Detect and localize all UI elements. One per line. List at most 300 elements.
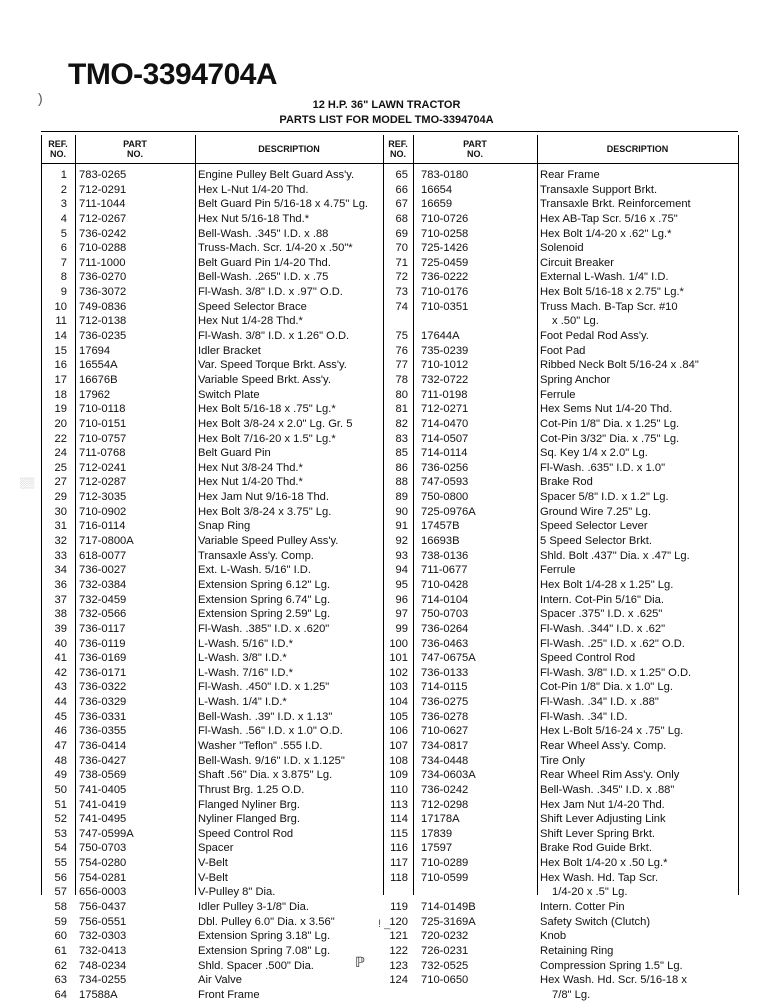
cell-desc: Ext. L-Wash. 5/16" I.D. <box>198 564 311 577</box>
cell-ref: 99 <box>395 622 408 635</box>
cell-ref: 65 <box>395 169 408 181</box>
cell-part: 736-0169 <box>79 652 127 665</box>
table-row <box>41 358 383 373</box>
cell-ref: 11 <box>55 315 67 328</box>
table-row <box>383 212 738 227</box>
cell-desc: Hex Bolt 1/4-20 x .62" Lg.* <box>540 227 672 240</box>
table-row <box>383 227 738 242</box>
cell-desc: Hex Jam Nut 9/16-18 Thd. <box>198 491 329 504</box>
cell-part: 712-0138 <box>79 315 127 328</box>
cell-ref: 31 <box>54 520 67 533</box>
cell-desc: Hex Wash. Hd. Tap Scr. <box>540 871 659 884</box>
cell-ref: 27 <box>54 476 67 489</box>
cell-desc: 7/8" Lg. <box>552 988 591 1001</box>
table-row <box>41 475 383 490</box>
cell-ref: 90 <box>395 505 408 518</box>
cell-part: 710-0351 <box>421 300 469 313</box>
cell-ref: 92 <box>395 535 408 548</box>
cell-ref: 4 <box>60 212 67 225</box>
table-row <box>383 388 738 403</box>
cell-desc: Nyliner Flanged Brg. <box>198 813 300 826</box>
cell-part: 736-0119 <box>79 637 126 650</box>
cell-ref: 47 <box>54 739 67 752</box>
cell-part: 717-0800A <box>79 535 134 548</box>
cell-ref: 1 <box>60 169 67 181</box>
cell-desc: Knob <box>540 930 567 943</box>
table-row <box>383 270 738 285</box>
table-row <box>41 680 383 695</box>
cell-ref: 2 <box>60 183 67 196</box>
cell-part: 712-0287 <box>79 476 127 489</box>
cell-ref: 114 <box>390 813 408 826</box>
cell-ref: 105 <box>389 710 408 723</box>
cell-part: 736-0264 <box>421 622 469 635</box>
cell-ref: 56 <box>54 871 67 884</box>
cell-ref: 30 <box>54 505 67 518</box>
cell-ref: 86 <box>395 461 408 474</box>
table-row <box>383 841 738 856</box>
cell-desc: Brake Rod <box>540 476 593 489</box>
cell-part: 720-0232 <box>421 930 469 943</box>
cell-part: 712-0267 <box>79 212 127 225</box>
cell-desc: L-Wash. 3/8" I.D.* <box>198 652 287 665</box>
cell-part: 736-0275 <box>421 696 469 709</box>
cell-desc: Ferrule <box>540 564 576 577</box>
cell-desc: Foot Pedal Rod Ass'y. <box>540 330 649 343</box>
table-row <box>383 988 738 1003</box>
table-row <box>383 637 738 652</box>
parts-table-right <box>383 168 738 1003</box>
table-row <box>383 885 738 900</box>
table-row <box>41 841 383 856</box>
cell-desc: Brake Rod Guide Brkt. <box>540 842 652 855</box>
cell-ref: 97 <box>395 608 408 621</box>
cell-part: 749-0836 <box>79 300 127 313</box>
header-ref-left: REF. NO. <box>48 139 68 159</box>
table-row <box>383 241 738 256</box>
cell-ref: 95 <box>395 578 408 591</box>
cell-desc: Extension Spring 6.12" Lg. <box>198 578 331 591</box>
cell-part: 738-0136 <box>421 549 469 562</box>
cell-desc: Extension Spring 3.18" Lg. <box>198 930 331 943</box>
cell-part: 734-0817 <box>421 739 469 752</box>
cell-desc: Speed Control Rod <box>198 827 294 840</box>
cell-desc: Washer "Teflon" .555 I.D. <box>198 739 323 752</box>
cell-desc: Rear Wheel Rim Ass'y. Only <box>540 769 680 782</box>
cell-part: 710-0151 <box>79 417 127 430</box>
table-row <box>41 183 383 198</box>
cell-desc: Intern. Cot-Pin 5/16" Dia. <box>540 593 664 606</box>
cell-ref: 54 <box>54 842 67 855</box>
cell-part: 17178A <box>421 813 460 826</box>
cell-desc: L-Wash. 5/16" I.D.* <box>198 637 293 650</box>
cell-part: 16676B <box>79 373 118 386</box>
table-row <box>383 417 738 432</box>
cell-part: 750-0703 <box>421 608 469 621</box>
cell-desc: Truss-Mach. Scr. 1/4-20 x .50"* <box>198 242 353 255</box>
cell-desc: Shaft .56" Dia. x 3.875" Lg. <box>198 769 333 782</box>
cell-part: 738-0569 <box>79 769 127 782</box>
cell-ref: 16 <box>54 359 67 372</box>
cell-desc: Cot-Pin 1/8" Dia. x 1.25" Lg. <box>540 417 680 430</box>
cell-part: 712-0271 <box>421 403 469 416</box>
table-row <box>383 915 738 930</box>
cell-part: 17644A <box>421 330 460 343</box>
cell-part: 712-0298 <box>421 798 469 811</box>
cell-ref: 107 <box>389 739 408 752</box>
cell-ref: 32 <box>54 535 67 548</box>
cell-part: 732-0566 <box>79 608 127 621</box>
table-row <box>383 475 738 490</box>
header-rule <box>41 163 738 164</box>
cell-part: 16654 <box>421 183 453 196</box>
cell-ref: 44 <box>54 696 67 709</box>
cell-ref: 124 <box>389 974 408 987</box>
cell-desc: Snap Ring <box>198 520 251 533</box>
table-row <box>41 344 383 359</box>
cell-ref: 53 <box>54 827 67 840</box>
cell-part: 741-0405 <box>79 783 127 796</box>
cell-part: 732-0525 <box>421 959 469 972</box>
cell-desc: Fl-Wash. .56" I.D. x 1.0" O.D. <box>198 725 343 738</box>
cell-part: 725-1426 <box>421 242 469 255</box>
cell-ref: 120 <box>389 915 408 928</box>
cell-desc: Air Valve <box>198 974 242 987</box>
cell-ref: 73 <box>395 286 408 299</box>
cell-ref: 18 <box>54 388 67 401</box>
table-row <box>41 651 383 666</box>
cell-desc: Engine Pulley Belt Guard Ass'y. <box>198 169 355 181</box>
cell-desc: x .50" Lg. <box>552 315 599 328</box>
table-row <box>41 446 383 461</box>
cell-part: 736-0414 <box>79 739 127 752</box>
cell-desc: Fl-Wash. .25" I.D. x .62" O.D. <box>540 637 685 650</box>
table-row <box>383 432 738 447</box>
cell-desc: Thrust Brg. 1.25 O.D. <box>198 783 305 796</box>
cell-ref: 39 <box>54 622 67 635</box>
cell-part: 17962 <box>79 388 111 401</box>
cell-ref: 42 <box>54 666 67 679</box>
cell-ref: 45 <box>54 710 67 723</box>
cell-part: 736-0427 <box>79 754 127 767</box>
cell-desc: Switch Plate <box>198 388 260 401</box>
cell-desc: Fl-Wash. .635" I.D. x 1.0" <box>540 461 666 474</box>
table-row <box>41 505 383 520</box>
cell-part: 736-0278 <box>421 710 469 723</box>
cell-desc: Intern. Cotter Pin <box>540 901 625 914</box>
cell-desc: Transaxle Ass'y. Comp. <box>198 549 314 562</box>
cell-desc: Hex Nut 1/4-28 Thd.* <box>198 315 303 328</box>
cell-ref: 14 <box>54 330 67 343</box>
page-mark-icon: ℙ <box>355 954 365 970</box>
table-row <box>41 227 383 242</box>
cell-desc: Shld. Bolt .437" Dia. x .47" Lg. <box>540 549 690 562</box>
grid-line <box>738 135 739 895</box>
table-row <box>383 812 738 827</box>
table-row <box>41 256 383 271</box>
table-row <box>41 549 383 564</box>
cell-ref: 36 <box>54 578 67 591</box>
cell-part: 712-0291 <box>79 183 127 196</box>
cell-part: 747-0599A <box>79 827 134 840</box>
cell-part: 710-0627 <box>421 725 469 738</box>
cell-ref: 100 <box>389 637 408 650</box>
cell-desc: Hex Bolt 3/8-24 x 2.0" Lg. Gr. 5 <box>198 417 353 430</box>
table-row <box>383 534 738 549</box>
cell-ref: 110 <box>390 783 408 796</box>
table-row <box>383 944 738 959</box>
scan-mark: ! _ <box>378 918 391 930</box>
cell-part: 16693B <box>421 535 460 548</box>
header-ref-right: REF. NO. <box>388 139 408 159</box>
title-line-2: PARTS LIST FOR MODEL TMO-3394704A <box>279 114 494 126</box>
cell-ref: 10 <box>54 300 67 313</box>
cell-desc: Hex Bolt 7/16-20 x 1.5" Lg.* <box>198 432 336 445</box>
cell-ref: 61 <box>54 944 67 957</box>
table-row <box>41 915 383 930</box>
cell-desc: Foot Pad <box>540 344 586 357</box>
cell-ref: 50 <box>54 783 67 796</box>
cell-part: 747-0593 <box>421 476 469 489</box>
cell-ref: 64 <box>54 988 67 1001</box>
cell-desc: L-Wash. 7/16" I.D.* <box>198 666 293 679</box>
cell-ref: 117 <box>390 857 408 870</box>
cell-part: 16659 <box>421 198 453 211</box>
table-row <box>383 505 738 520</box>
cell-part: 714-0507 <box>421 432 469 445</box>
table-row <box>383 695 738 710</box>
cell-ref: 5 <box>60 227 67 240</box>
table-row <box>41 959 383 974</box>
table-row <box>383 285 738 300</box>
cell-ref: 46 <box>54 725 67 738</box>
cell-part: 750-0800 <box>421 491 469 504</box>
table-row <box>383 724 738 739</box>
cell-desc: Fl-Wash. .450" I.D. x 1.25" <box>198 681 330 694</box>
cell-part: 736-0171 <box>79 666 127 679</box>
table-row <box>383 900 738 915</box>
cell-part: 710-0118 <box>79 403 126 416</box>
cell-part: 712-0241 <box>79 461 127 474</box>
cell-ref: 40 <box>54 637 67 650</box>
cell-desc: Shift Lever Spring Brkt. <box>540 827 656 840</box>
cell-part: 714-0115 <box>421 681 468 694</box>
cell-desc: Hex Nut 3/8-24 Thd.* <box>198 461 303 474</box>
cell-part: 783-0265 <box>79 169 127 181</box>
table-row <box>41 461 383 476</box>
table-row <box>41 329 383 344</box>
cell-ref: 91 <box>395 520 408 533</box>
table-row <box>383 929 738 944</box>
cell-desc: Spring Anchor <box>540 373 611 386</box>
cell-part: 734-0603A <box>421 769 476 782</box>
cell-part: 732-0459 <box>79 593 127 606</box>
table-row <box>383 607 738 622</box>
cell-desc: Extension Spring 7.08" Lg. <box>198 944 331 957</box>
table-row <box>383 827 738 842</box>
cell-desc: Belt Guard Pin 1/4-20 Thd. <box>198 256 331 269</box>
table-row <box>41 241 383 256</box>
table-row <box>41 197 383 212</box>
table-row <box>383 680 738 695</box>
cell-desc: Hex Bolt 1/4-28 x 1.25" Lg. <box>540 578 674 591</box>
table-row <box>383 651 738 666</box>
table-row <box>41 314 383 329</box>
cell-ref: 76 <box>395 344 408 357</box>
cell-desc: Cot-Pin 3/32" Dia. x .75" Lg. <box>540 432 680 445</box>
cell-ref: 63 <box>54 974 67 987</box>
cell-ref: 25 <box>54 461 67 474</box>
cell-desc: Retaining Ring <box>540 944 614 957</box>
cell-part: 714-0149B <box>421 901 476 914</box>
cell-part: 756-0437 <box>79 901 127 914</box>
cell-ref: 77 <box>395 359 408 372</box>
cell-part: 714-0470 <box>421 417 469 430</box>
table-row <box>383 871 738 886</box>
cell-part: 710-0757 <box>79 432 127 445</box>
cell-ref: 15 <box>54 344 67 357</box>
cell-desc: Solenoid <box>540 242 584 255</box>
cell-desc: Speed Selector Brace <box>198 300 307 313</box>
cell-desc: Fl-Wash. .34" I.D. <box>540 710 628 723</box>
cell-desc: Variable Speed Pulley Ass'y. <box>198 535 339 548</box>
cell-desc: Hex Jam Nut 1/4-20 Thd. <box>540 798 665 811</box>
table-row <box>383 344 738 359</box>
table-row <box>41 212 383 227</box>
table-row <box>41 373 383 388</box>
table-row <box>41 724 383 739</box>
cell-ref: 57 <box>54 886 67 899</box>
cell-ref: 108 <box>389 754 408 767</box>
cell-desc: Tire Only <box>540 754 585 767</box>
cell-part: 732-0303 <box>79 930 127 943</box>
cell-ref: 119 <box>390 901 408 914</box>
cell-part: 710-0288 <box>79 242 127 255</box>
cell-part: 710-0428 <box>421 578 469 591</box>
cell-desc: Extension Spring 2.59" Lg. <box>198 608 331 621</box>
table-row <box>41 900 383 915</box>
table-row <box>41 417 383 432</box>
cell-part: 711-0768 <box>79 447 126 460</box>
cell-ref: 78 <box>395 373 408 386</box>
cell-part: 741-0495 <box>79 813 127 826</box>
cell-desc: Hex Bolt 3/8-24 x 3.75" Lg. <box>198 505 332 518</box>
cell-desc: Shld. Spacer .500" Dia. <box>198 959 314 972</box>
cell-ref: 55 <box>54 857 67 870</box>
cell-ref: 74 <box>395 300 408 313</box>
cell-part: 736-0355 <box>79 725 127 738</box>
cell-desc: Hex Nut 5/16-18 Thd.* <box>198 212 310 225</box>
cell-part: 736-0256 <box>421 461 469 474</box>
table-row <box>41 666 383 681</box>
cell-desc: Cot-Pin 1/8" Dia. x 1.0" Lg. <box>540 681 673 694</box>
cell-part: 754-0281 <box>79 871 127 884</box>
cell-desc: Shift Lever Adjusting Link <box>540 813 666 826</box>
cell-desc: Rear Wheel Ass'y. Comp. <box>540 739 667 752</box>
cell-desc: Idler Pulley 3-1/8" Dia. <box>198 901 309 914</box>
table-row <box>383 329 738 344</box>
table-row <box>41 168 383 183</box>
cell-part: 17588A <box>79 988 118 1001</box>
cell-ref: 123 <box>389 959 408 972</box>
cell-desc: Compression Spring 1.5" Lg. <box>540 959 683 972</box>
cell-desc: V-Belt <box>198 871 228 884</box>
cell-desc: External L-Wash. 1/4" I.D. <box>540 271 669 284</box>
table-row <box>41 988 383 1003</box>
cell-desc: Hex Bolt 1/4-20 x .50 Lg.* <box>540 857 668 870</box>
cell-ref: 22 <box>54 432 67 445</box>
cell-part: 726-0231 <box>421 944 469 957</box>
cell-ref: 93 <box>395 549 408 562</box>
cell-desc: Speed Selector Lever <box>540 520 648 533</box>
cell-part: 16554A <box>79 359 118 372</box>
cell-desc: 1/4-20 x .5" Lg. <box>552 886 628 899</box>
cell-ref: 118 <box>390 871 408 884</box>
cell-part: 754-0280 <box>79 857 127 870</box>
cell-part: 711-1000 <box>79 256 126 269</box>
table-row <box>383 959 738 974</box>
cell-desc: Ribbed Neck Bolt 5/16-24 x .84" <box>540 359 699 372</box>
table-row <box>41 856 383 871</box>
cell-part: 732-0384 <box>79 578 127 591</box>
cell-desc: Spacer <box>198 842 234 855</box>
table-row <box>383 666 738 681</box>
table-row <box>41 578 383 593</box>
header-description-left: DESCRIPTION <box>258 144 320 154</box>
cell-ref: 60 <box>54 930 67 943</box>
cell-desc: Fl-Wash. .344" I.D. x .62" <box>540 622 666 635</box>
cell-part: 714-0104 <box>421 593 469 606</box>
cell-desc: Bell-Wash. .265" I.D. x .75 <box>198 271 329 284</box>
table-row <box>383 856 738 871</box>
cell-part: 711-0677 <box>421 564 468 577</box>
table-row <box>383 783 738 798</box>
table-row <box>41 973 383 988</box>
table-row <box>41 637 383 652</box>
cell-part: 736-0242 <box>79 227 127 240</box>
cell-ref: 66 <box>395 183 408 196</box>
cell-desc: Fl-Wash. 3/8" I.D. x 1.26" O.D. <box>198 330 350 343</box>
cell-part: 734-0448 <box>421 754 469 767</box>
table-row <box>383 739 738 754</box>
table-row <box>383 754 738 769</box>
cell-part: 736-0322 <box>79 681 127 694</box>
cell-desc: Hex L-Bolt 5/16-24 x .75" Lg. <box>540 725 684 738</box>
cell-desc: Hex Bolt 5/16-18 x .75" Lg.* <box>198 403 336 416</box>
cell-desc: Rear Frame <box>540 169 600 181</box>
cell-desc: Idler Bracket <box>198 344 261 357</box>
table-row <box>41 754 383 769</box>
cell-ref: 113 <box>390 798 408 811</box>
cell-desc: Fl-Wash. 3/8" I.D. x .97" O.D. <box>198 286 343 299</box>
table-row <box>383 402 738 417</box>
table-row <box>41 300 383 315</box>
cell-ref: 29 <box>54 491 67 504</box>
scan-smudge: ░░ <box>20 478 35 489</box>
cell-ref: 24 <box>54 447 67 460</box>
cell-ref: 106 <box>389 725 408 738</box>
cell-ref: 67 <box>395 198 408 211</box>
cell-ref: 116 <box>390 842 408 855</box>
cell-part: 736-0117 <box>79 622 126 635</box>
table-row <box>383 300 738 315</box>
table-row <box>41 270 383 285</box>
table-row <box>41 768 383 783</box>
cell-ref: 72 <box>395 271 408 284</box>
cell-part: 17694 <box>79 344 111 357</box>
table-row <box>383 549 738 564</box>
table-row <box>383 622 738 637</box>
